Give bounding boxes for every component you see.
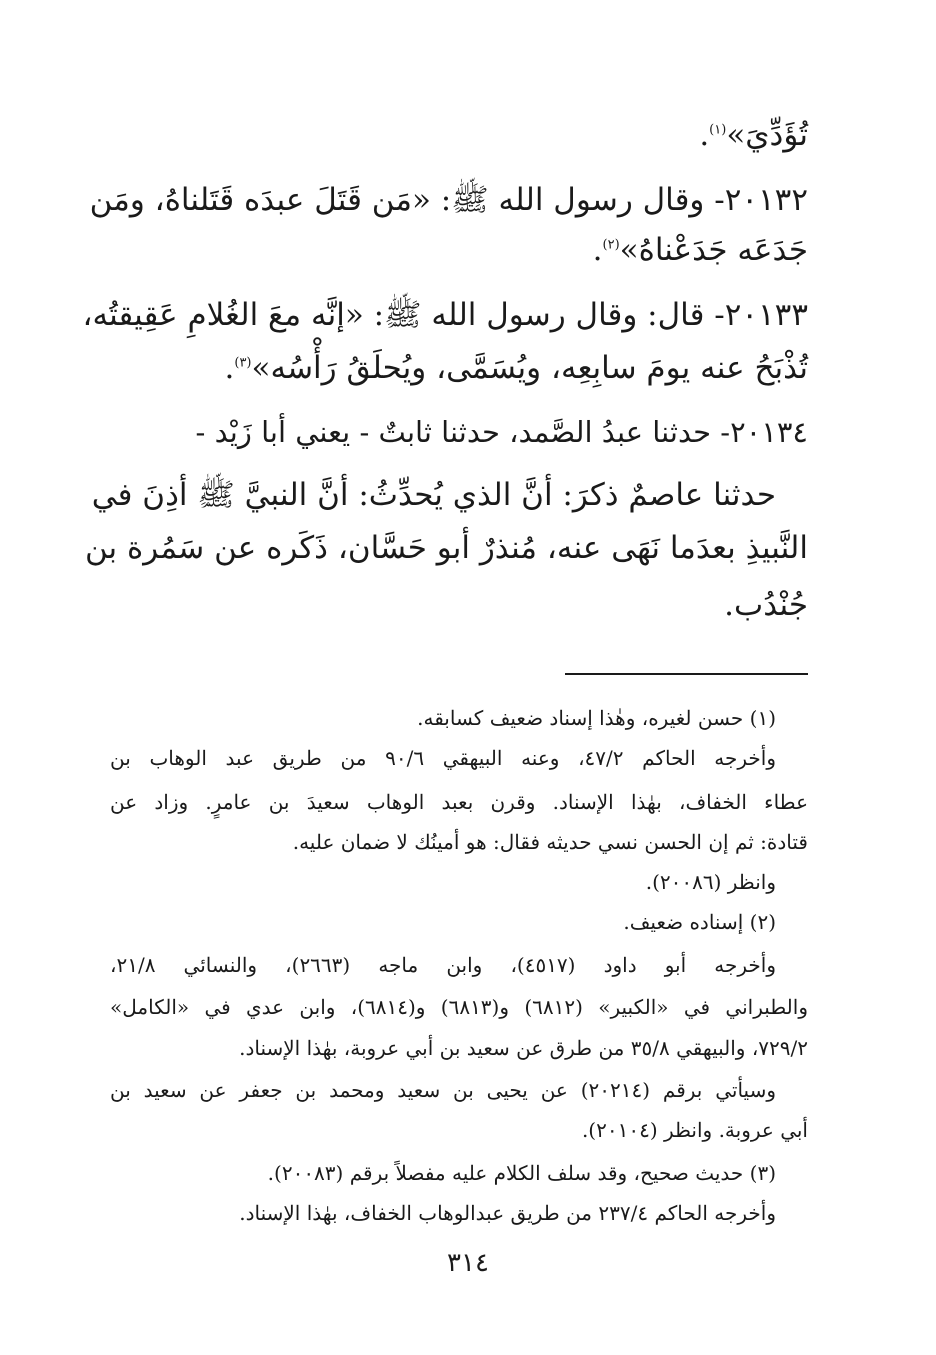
main-line-text: تُذْبَحُ عنه يومَ سابِعِه، ويُسَمَّى، ويُحلَقُ رَأْسُه» xyxy=(251,350,808,386)
footnote-separator xyxy=(565,673,808,675)
footnote-1-line-5: وانظر (٢٠٠٨٦). xyxy=(645,870,776,894)
hadith-20134-line-1: ٢٠١٣٤- حدثنا عبدُ الصَّمد، حدثنا ثابتٌ - يعني أبا زَيْد - xyxy=(195,415,808,449)
hadith-20134-line-2: حدثنا عاصمٌ ذكرَ: أنَّ الذي يُحدِّثُ: أنَّ النبيَّ ﷺ أذِنَ في xyxy=(91,477,776,513)
footnote-ref[interactable]: (١) xyxy=(709,122,727,138)
hadith-20134-line-3: النَّبيذِ بعدَما نَهَى عنه، مُنذرٌ أبو حَسَّان، ذَكَره عن سَمُرة بن xyxy=(84,530,808,566)
footnote-ref[interactable]: (٢) xyxy=(602,237,620,253)
footnote-2-line-6: أبي عروبة. وانظر (٢٠١٠٤). xyxy=(581,1118,808,1142)
main-line-punct: . xyxy=(699,117,710,153)
hadith-20132-line-2 xyxy=(593,230,808,270)
main-line-text: جَدَعَه جَدَعْناهُ» xyxy=(619,232,808,268)
footnote-1-line-3: عطاء الخفاف، بهٰذا الإسناد. وقرن بعبد الوهاب سعيدَ بن عامرٍ. وزاد عن xyxy=(110,790,808,814)
footnote-ref[interactable]: (٣) xyxy=(234,355,252,371)
main-line-punct: . xyxy=(224,350,235,386)
main-line-1 xyxy=(699,115,808,155)
footnote-1-line-4: قتادة: ثم إن الحسن نسي حديثه فقال: هو أمينُك لا ضمان عليه. xyxy=(292,830,808,854)
hadith-20133-line-1: ٢٠١٣٣- قال: وقال رسول الله ﷺ: «إنَّه معَ الغُلامِ عَقِيقتُه، xyxy=(82,297,808,333)
hadith-20134-line-4: جُنْدُب. xyxy=(724,587,808,623)
main-line-text: تُؤَدِّيَ» xyxy=(726,117,808,153)
footnote-1-line-2: وأخرجه الحاكم ٤٧/٢، وعنه البيهقي ٩٠/٦ من طريق عبد الوهاب بن xyxy=(110,746,776,770)
footnote-2-line-5: وسيأتي برقم (٢٠٢١٤) عن يحيى بن سعيد ومحمد بن جعفر عن سعيد بن xyxy=(110,1078,776,1102)
page-number: ٣١٤ xyxy=(447,1248,489,1278)
main-line-punct: . xyxy=(592,232,603,268)
footnote-3: (٣) حديث صحيح، وقد سلف الكلام عليه مفصلاً برقم (٢٠٠٨٣). xyxy=(267,1161,776,1185)
footnote-2-line-2: وأخرجه أبو داود (٤٥١٧)، وابن ماجه (٢٦٦٣)، والنسائي ٢١/٨، xyxy=(110,953,776,977)
hadith-20133-line-2 xyxy=(225,348,809,388)
footnote-1: (١) حسن لغيره، وهٰذا إسناد ضعيف كسابقه. xyxy=(417,706,776,730)
footnote-3-line-2: وأخرجه الحاكم ٢٣٧/٤ من طريق عبدالوهاب الخفاف، بهٰذا الإسناد. xyxy=(239,1201,776,1225)
footnote-2-line-4: ٧٢٩/٢، والبيهقي ٣٥/٨ من طرق عن سعيد بن أبي عروبة، بهٰذا الإسناد. xyxy=(239,1036,808,1060)
hadith-20132-line-1: ٢٠١٣٢- وقال رسول الله ﷺ: «مَن قَتَلَ عبدَه قَتَلناهُ، ومَن xyxy=(89,182,808,218)
footnote-2-line-3: والطبراني في «الكبير» (٦٨١٢) و(٦٨١٣) و(٦٨١٤)، وابن عدي في «الكامل» xyxy=(110,995,808,1019)
footnote-2: (٢) إسناده ضعيف. xyxy=(623,910,776,934)
